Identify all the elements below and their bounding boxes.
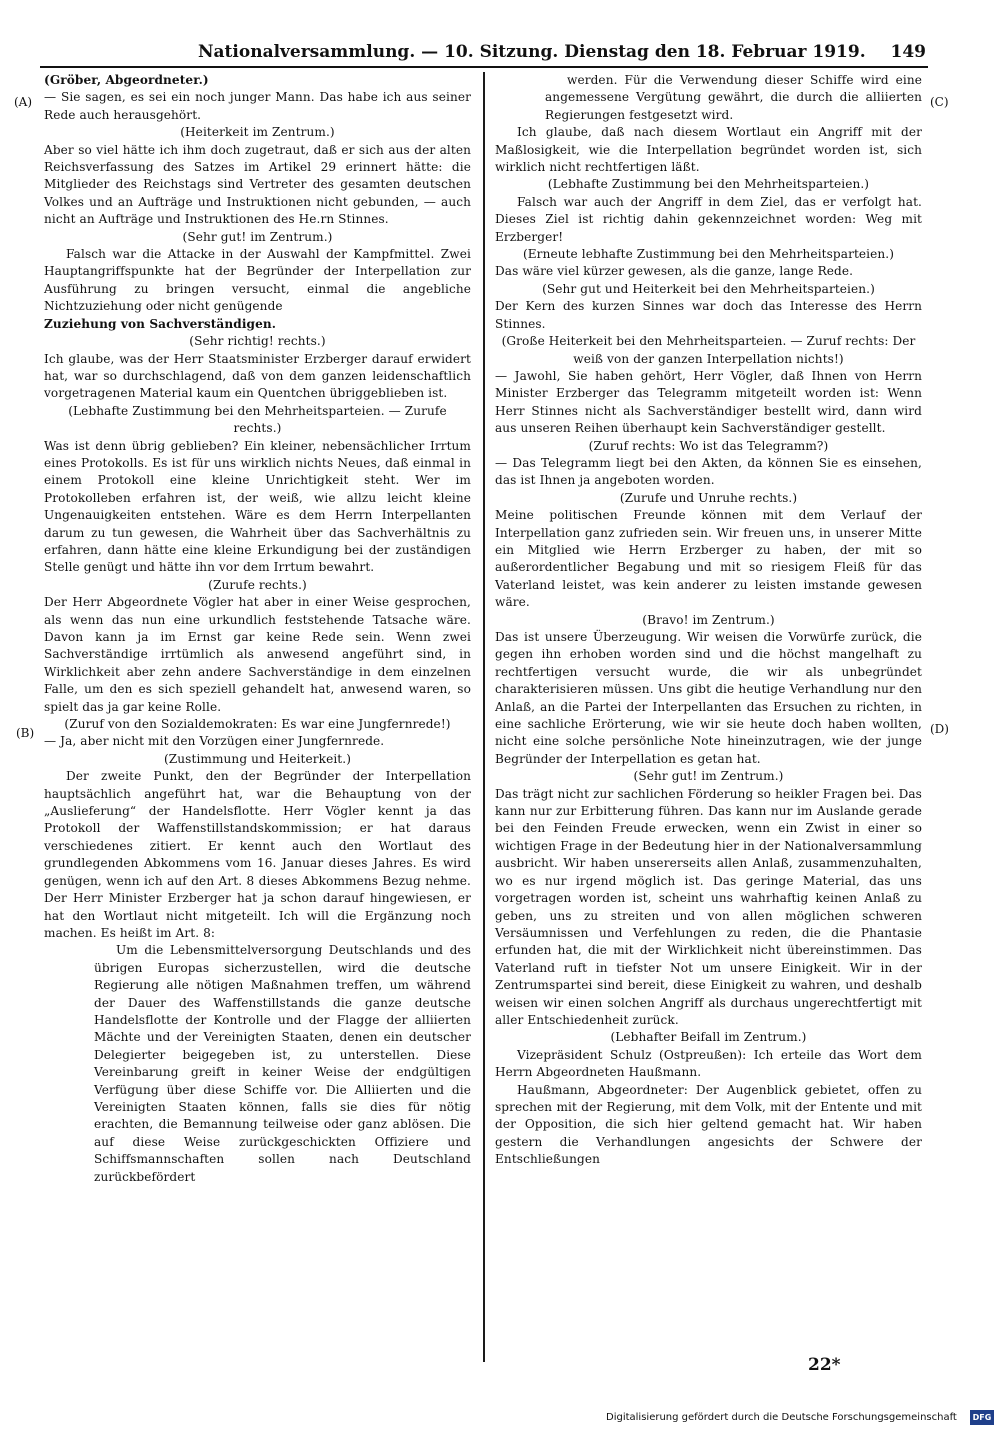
speech-paragraph: Ich glaube, was der Herr Staatsminister Erzberger darauf erwidert hat, war so durchschlagend, daß von dem ganzen leidenschaftlich vorgetragenen Material kaum ein Quentchen übriggeblieben ist. <box>44 351 471 401</box>
stage-direction: (Sehr gut! im Zentrum.) <box>633 769 784 784</box>
stage-direction: (Sehr gut und Heiterkeit bei den Mehrheitsparteien.) <box>542 281 875 296</box>
dfg-logo: DFG <box>970 1410 994 1425</box>
stage-direction: (Erneute lebhafte Zustimmung bei den Mehrheitsparteien.) <box>522 247 895 262</box>
stage-direction: (Bravo! im Zentrum.) <box>642 612 775 627</box>
stage-direction: (Heiterkeit im Zentrum.) <box>180 125 335 140</box>
speech-paragraph: Ich glaube, daß nach diesem Wortlaut ein Angriff mit der Maßlosigkeit, wie die Interpellation begründet worden ist, sich wirklich nicht rechtfertigen läßt. <box>495 125 922 175</box>
stage-direction: (Zuruf von den Sozialdemokraten: Es war eine Jungfernrede!) <box>64 717 451 732</box>
speech-paragraph: Falsch war auch der Angriff in dem Ziel, das er verfolgt hat. Dieses Ziel ist richtig dahin gekennzeichnet worden: Weg mit Erzberger! <box>495 194 922 244</box>
column-divider <box>483 72 485 1362</box>
speaker-line: (Gröber, Abgeordneter.) <box>44 73 209 87</box>
quoted-article-text: werden. Für die Verwendung dieser Schiffe wird eine angemessene Vergütung gewährt, die durch die alliierten Regierungen festgesetzt wird. <box>545 73 922 122</box>
speech-paragraph: Aber so viel hätte ich ihm doch zugetraut, daß er sich aus der alten Reichsverfassung des Satzes im Artikel 29 erinnert hätte: die Mitglieder des Reichstags sind Vertreter des gesamten deutschen Volkes und an Aufträge und Instruktionen nicht gebunden, — auch nicht an Aufträge und Instruktionen des He.rn Stinnes. <box>44 142 471 227</box>
stage-direction: (Zurufe und Unruhe rechts.) <box>619 490 798 505</box>
speech-paragraph: Falsch war die Attacke in der Auswahl der Kampfmittel. Zwei Hauptangriffspunkte hat der Begründer der Interpellation zur Ausführung zu bringen versucht, einmal die angebliche Nichtzuziehung oder nicht genügende <box>44 247 471 314</box>
speech-paragraph: — Jawohl, Sie haben gehört, Herr Vögler, daß Ihnen von Herrn Minister Erzberger das Telegramm mitgeteilt worden ist: Wenn Herr Stinnes nicht als Sachverständiger bestellt wird, dann wird aus unseren Reihen überhaupt kein Sachverständiger gestellt. <box>495 368 922 436</box>
right-text-column <box>495 72 922 1169</box>
speech-paragraph: — Sie sagen, es sei ein noch junger Mann. Das habe ich aus seiner Rede auch herausgehört. <box>44 90 471 122</box>
speech-paragraph: Das trägt nicht zur sachlichen Förderung so heikler Fragen bei. Das kann nur zur Erbitterung führen. Das kann nur im Auslande gerade bei den Feinden Freude erwecken, wenn ein Zwist in einer so wichtigen Frage in der Bedeutung hier in der Nationalversammlung ausbricht. Wir haben unsererseits allen Anlaß, zusammenzuhalten, wo es nur irgend möglich ist. Das geringe Material, das uns vorgetragen worden ist, scheint uns wahrhaftig keinen Anlaß zu geben, uns zu streiten und von allen möglichen schweren Versäumnissen und Verfehlungen zu reden, die die Phantasie erfunden hat, die mit der Wirklichkeit nicht übereinstimmen. Das Vaterland ruft in tiefster Not um unsere Einigkeit. Wir in der Zentrumspartei sind bereit, diese Einigkeit zu wahren, und deshalb weisen wir einen solchen Angriff als durchaus ungerechtfertigt mit aller Entschiedenheit zurück. <box>495 786 922 1027</box>
speech-paragraph: Der zweite Punkt, den der Begründer der Interpellation hauptsächlich angeführt hat, war die Behauptung von der „Auslieferung“ der Handelsflotte. Herr Vögler kennt ja das Protokoll der Waffenstillstandskommission; er hat daraus verschiedenes zitiert. Er kennt auch den Wortlaut des grundlegenden Abkommens vom 16. Januar dieses Jahres. Es wird genügen, wenn ich auf den Art. 8 dieses Abkommens Bezug nehme. Der Herr Minister Erzberger hat ja schon darauf hingewiesen, er hat den Wortlaut nicht mitgeteilt. Ich will die Ergänzung noch machen. Es heißt im Art. 8: <box>44 769 471 940</box>
speech-paragraph: Vizepräsident Schulz (Ostpreußen): Ich erteile das Wort dem Herrn Abgeordneten Haußmann. <box>495 1047 922 1080</box>
speech-paragraph: Der Herr Abgeordnete Vögler hat aber in einer Weise gesprochen, als wenn das nun eine urkundlich feststehende Tatsache wäre. Davon kann ja im Ernst gar keine Rede sein. Wenn zwei Sachverständige irrtümlich als anwesend angeführt sind, in Wirklichkeit aber zehn andere Sachverständige in dem einzelnen Falle, um den es sich speziell gehandelt hat, anwesend waren, so spielt das ja gar keine Rolle. <box>44 595 471 714</box>
speech-paragraph: Der Kern des kurzen Sinnes war doch das Interesse des Herrn Stinnes. <box>495 299 922 331</box>
speech-paragraph: Das ist unsere Überzeugung. Wir weisen die Vorwürfe zurück, die gegen ihn erhoben worden sind und die höchst mangelhaft zu rechtfertigen versucht wurde, die wir als unbegründet charakterisieren müssen. Uns gibt die heutige Verhandlung nur den Anlaß, an die Partei der Interpellanten das Ersuchen zu richten, in eine sachliche Erörterung, wie wir sie heute doch haben wollten, nicht eine solche persönliche Note hineinzutragen, wie der junge Begründer der Interpellation es getan hat. <box>495 630 922 766</box>
stage-direction: (Sehr richtig! rechts.) <box>189 334 326 349</box>
signature-mark: 22* <box>808 1355 841 1375</box>
speech-paragraph: Haußmann, Abgeordneter: Der Augenblick gebietet, offen zu sprechen mit der Regierung, mit dem Volk, mit der Entente und mit der Opposition, die sich hier geltend gemacht hat. Wir haben gestern die Verhandlungen angesichts der Schwere der Entschließungen <box>495 1082 922 1167</box>
stage-direction: (Lebhafte Zustimmung bei den Mehrheitsparteien.) <box>547 177 870 192</box>
speech-paragraph: — Ja, aber nicht mit den Vorzügen einer Jungfernrede. <box>44 734 385 749</box>
speech-paragraph: — Das Telegramm liegt bei den Akten, da können Sie es einsehen, das ist Ihnen ja angeboten worden. <box>495 455 922 488</box>
stage-direction: (Große Heiterkeit bei den Mehrheitsparteien. — Zuruf rechts: Der weiß von der ganzen Interpellation nichts!) <box>501 334 916 366</box>
quoted-article-text: Um die Lebensmittelversorgung Deutschlands und des übrigen Europas sicherzustellen, wird die deutsche Regierung alle nötigen Maßnahmen treffen, um während der Dauer des Waffenstillstands die ganze deutsche Handelsflotte der Kontrolle und der Flagge der alliierten Mächte und der Vereinigten Staaten, denen ein deutscher Delegierter beigegeben ist, zu unterstellen. Diese Vereinbarung greift in keiner Weise der endgültigen Verfügung über diese Schiffe vor. Die Alliierten und die Vereinigten Staaten können, falls sie dies für nötig erachten, die Bemannung teilweise oder ganz ablösen. Die auf diese Weise zurückgeschickten Offiziere und Schiffsmannschaften sollen nach Deutschland zurückbefördert <box>94 943 471 1184</box>
stage-direction: (Sehr gut! im Zentrum.) <box>182 229 333 244</box>
page-number: 149 <box>890 42 926 62</box>
stage-direction: (Lebhafter Beifall im Zentrum.) <box>610 1030 807 1045</box>
margin-mark-c: (C) <box>930 95 949 109</box>
speech-paragraph: Meine politischen Freunde können mit dem Verlauf der Interpellation ganz zufrieden sein. Wir freuen uns, in unserer Mitte ein Mitglied wie Herrn Erzberger zu haben, der mit so außerordentlicher Begabung und mit so riesigem Fleiß für das Vaterland leistet, was kein anderer zu leisten imstande gewesen wäre. <box>495 508 922 610</box>
speech-paragraph: Was ist denn übrig geblieben? Ein kleiner, nebensächlicher Irrtum eines Protokolls. Es ist für uns wirklich nichts Neues, daß einmal in einem Protokoll eine kleine Unrichtigkeit steht. Wer im Protokolleben erfahren ist, der weiß, wie allzu leicht kleine Ungenauigkeiten entstehen. Wäre es dem Herrn Interpellanten darum zu tun gewesen, die Wahrheit über das Sachverhältnis zu erfahren, dann hätte eine kleine Erkundigung bei der zuständigen Stelle genügt und hätte ihn vor dem Irrtum bewahrt. <box>44 438 471 575</box>
stage-direction: (Lebhafte Zustimmung bei den Mehrheitsparteien. — Zurufe rechts.) <box>68 403 447 436</box>
speech-paragraph: Das wäre viel kürzer gewesen, als die ganze, lange Rede. <box>495 264 854 279</box>
bold-heading: Zuziehung von Sachverständigen. <box>44 316 277 331</box>
margin-mark-d: (D) <box>930 722 949 736</box>
left-text-column <box>44 72 471 1186</box>
stage-direction: (Zurufe rechts.) <box>208 577 307 592</box>
stage-direction: (Zuruf rechts: Wo ist das Telegramm?) <box>588 438 829 453</box>
stage-direction: (Zustimmung und Heiterkeit.) <box>163 751 352 766</box>
page-header <box>40 42 928 68</box>
running-title: Nationalversammlung. — 10. Sitzung. Dienstag den 18. Februar 1919. <box>198 42 866 62</box>
margin-mark-a: (A) <box>14 95 33 109</box>
margin-mark-b: (B) <box>16 726 35 740</box>
digitization-credit: Digitalisierung gefördert durch die Deutsche Forschungsgemeinschaft <box>606 1412 957 1423</box>
